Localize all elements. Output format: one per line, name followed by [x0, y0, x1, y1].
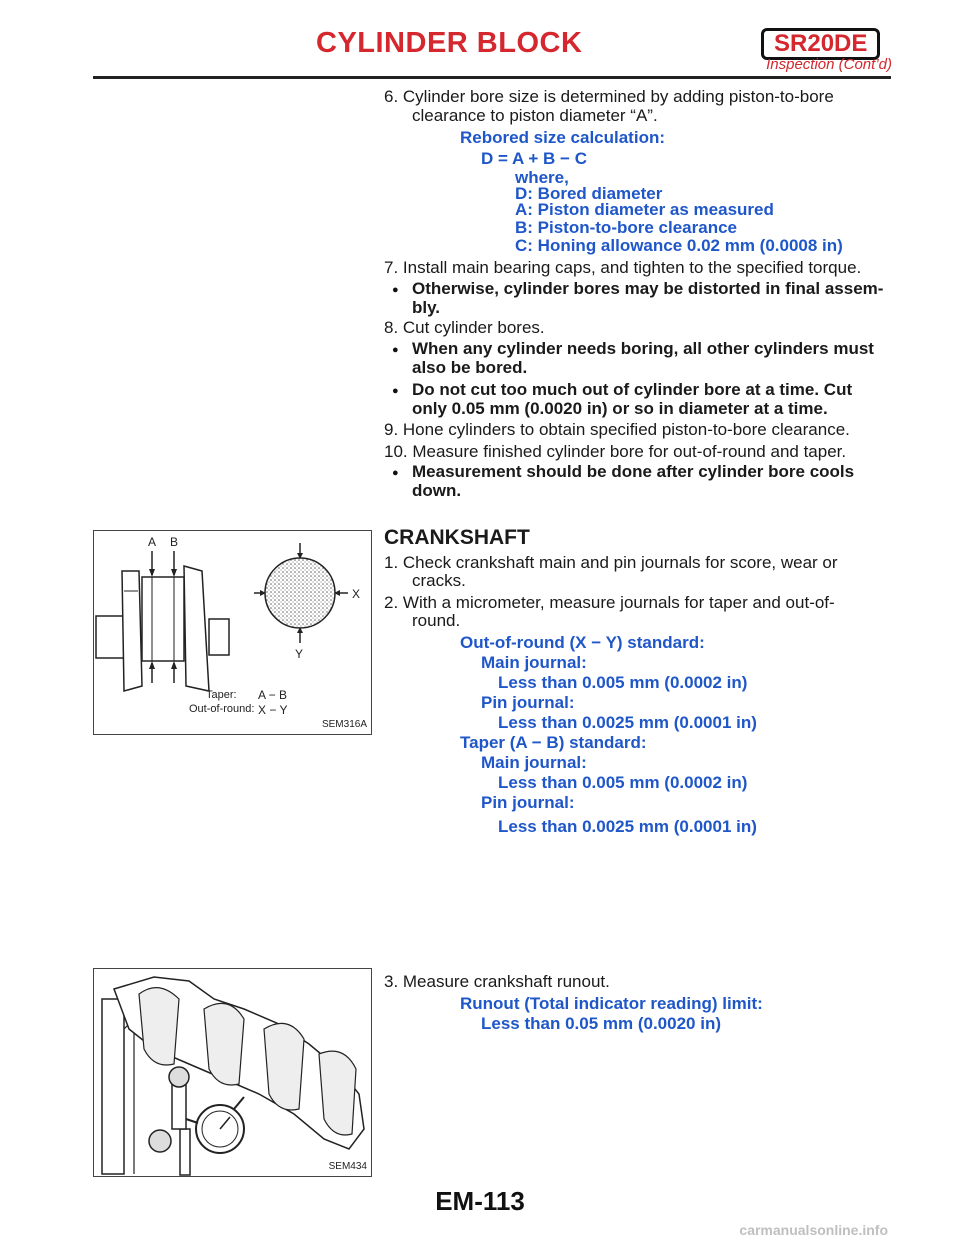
crank-step-1: 1. Check crankshaft main and pin journals for score, wear or	[384, 553, 838, 572]
bullet-1-line1: Otherwise, cylinder bores may be distorted in final assem-	[412, 279, 884, 298]
out-of-round-heading: Out-of-round (X − Y) standard:	[460, 633, 705, 652]
main-journal-value-2: Less than 0.005 mm (0.0002 in)	[498, 773, 748, 792]
step-10: 10. Measure finished cylinder bore for out-of-round and taper.	[384, 442, 847, 461]
bullet-1-line2: bly.	[412, 298, 441, 317]
figure-crankshaft-journal	[93, 530, 372, 735]
figure-runout-measurement	[93, 968, 372, 1177]
main-journal-value: Less than 0.005 mm (0.0002 in)	[498, 673, 748, 692]
rebore-where: where,	[515, 168, 569, 187]
bullet-icon: ●	[392, 284, 399, 296]
pin-journal-label: Pin journal:	[481, 693, 575, 712]
step-7: 7. Install main bearing caps, and tighten to the specified torque.	[384, 258, 862, 277]
rebore-c: C: Honing allowance 0.02 mm (0.0008 in)	[515, 236, 843, 255]
step-6-cont: clearance to piston diameter “A”.	[412, 106, 658, 125]
bullet-4	[394, 462, 854, 500]
page-title: CYLINDER BLOCK	[316, 27, 583, 59]
label-out-of-round: Out-of-round:	[189, 703, 255, 715]
label-a: A	[148, 535, 157, 549]
bullet-1	[394, 279, 883, 317]
label-b: B	[170, 535, 179, 549]
page-subtitle: Inspection (Cont’d)	[766, 56, 892, 73]
pin-journal-label-2: Pin journal:	[481, 793, 575, 812]
bullet-3	[394, 380, 852, 418]
figure-code: SEM316A	[321, 719, 367, 730]
engine-badge: SR20DE	[761, 28, 880, 60]
bullet-2	[394, 339, 874, 377]
rebore-d: D: Bored diameter	[515, 184, 663, 203]
header-rule	[93, 76, 891, 79]
bullet-4-line1: Measurement should be done after cylinder bore cools	[412, 462, 855, 481]
bullet-2-line1: When any cylinder needs boring, all other cylinders must	[412, 339, 874, 358]
crank-step-3: 3. Measure crankshaft runout.	[384, 972, 610, 991]
step-9: 9. Hone cylinders to obtain specified piston-to-bore clearance.	[384, 420, 850, 439]
main-journal-label-2: Main journal:	[481, 753, 587, 772]
page-number: EM-113	[435, 1186, 525, 1216]
rebore-heading: Rebored size calculation:	[460, 128, 665, 147]
bullet-icon: ●	[392, 467, 399, 479]
main-journal-label: Main journal:	[481, 653, 587, 672]
runout-value: Less than 0.05 mm (0.0020 in)	[481, 1014, 721, 1033]
bullet-icon: ●	[392, 344, 399, 356]
taper-heading: Taper (A − B) standard:	[460, 733, 647, 752]
label-taper: Taper:	[206, 689, 237, 701]
label-x: X	[352, 587, 361, 601]
label-x-minus-y: X − Y	[258, 703, 288, 717]
crank-step-2: 2. With a micrometer, measure journals for taper and out-of-	[384, 593, 835, 612]
bullet-2-line2: also be bored.	[412, 358, 528, 377]
label-y: Y	[295, 647, 304, 661]
bullet-3-line2: only 0.05 mm (0.0020 in) or so in diameter at a time.	[412, 399, 828, 418]
bullet-4-line2: down.	[412, 481, 462, 500]
crank-step-2-cont: round.	[412, 611, 461, 630]
section-title-crankshaft: CRANKSHAFT	[384, 526, 530, 549]
bullet-icon: ●	[392, 385, 399, 397]
figure-code: SEM434	[328, 1161, 367, 1172]
runout-heading: Runout (Total indicator reading) limit:	[460, 994, 763, 1013]
step-8: 8. Cut cylinder bores.	[384, 318, 545, 337]
rebore-a: A: Piston diameter as measured	[515, 200, 774, 219]
pin-journal-value-2: Less than 0.0025 mm (0.0001 in)	[498, 817, 757, 836]
rebore-b: B: Piston-to-bore clearance	[515, 218, 737, 237]
runout-measurement-illustration	[94, 969, 371, 1176]
label-a-minus-b: A − B	[258, 688, 288, 702]
step-6: 6. Cylinder bore size is determined by adding piston-to-bore	[384, 87, 834, 106]
rebore-formula: D = A + B − C	[481, 149, 587, 168]
watermark: carmanualsonline.info	[739, 1222, 888, 1238]
pin-journal-value: Less than 0.0025 mm (0.0001 in)	[498, 713, 757, 732]
bullet-3-line1: Do not cut too much out of cylinder bore at a time. Cut	[412, 380, 853, 399]
crank-step-1-cont: cracks.	[412, 571, 466, 590]
